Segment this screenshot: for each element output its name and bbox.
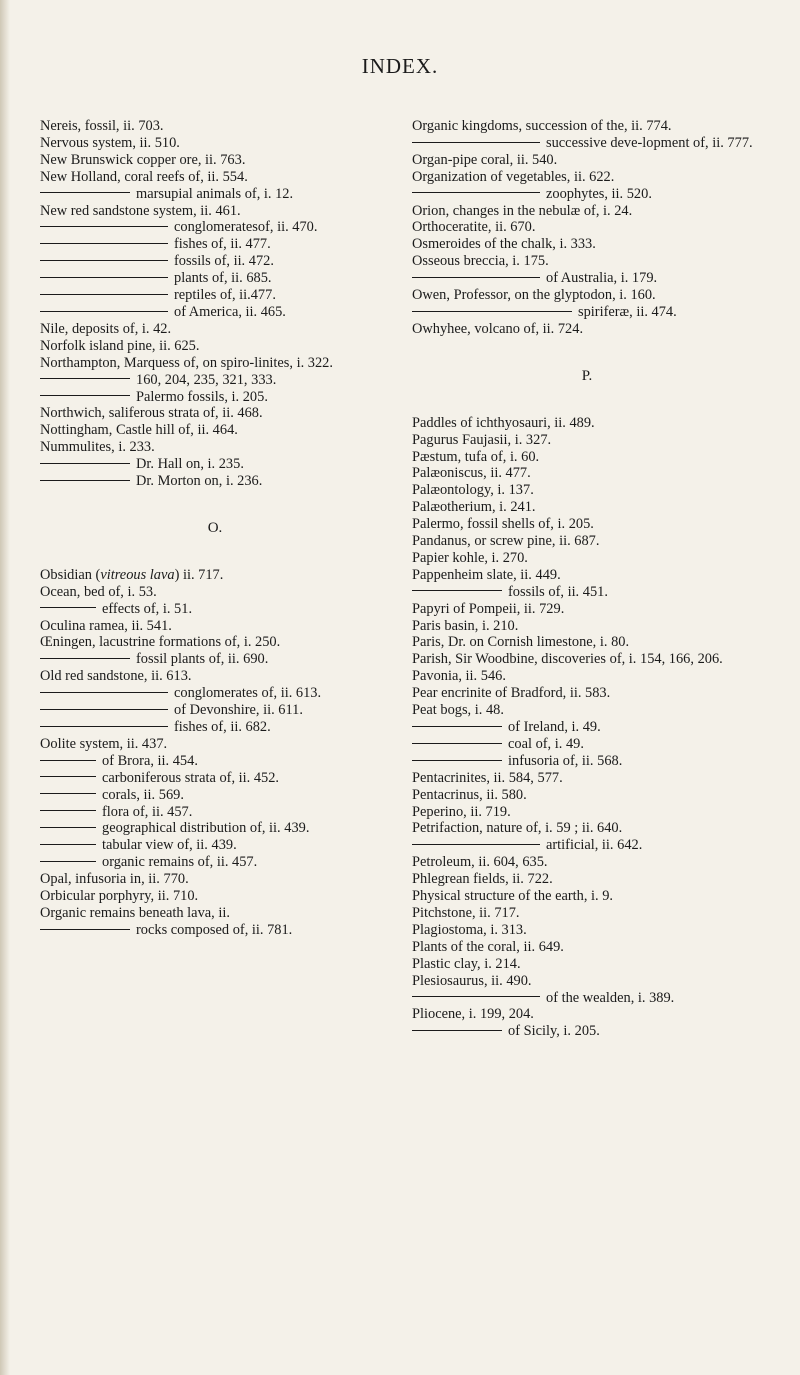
ditto-rule — [40, 658, 130, 659]
index-entry-text: Norfolk island pine, ii. 625. — [40, 337, 200, 354]
index-entry-text: Palæontology, i. 137. — [412, 482, 534, 499]
index-entry-text: Oculina ramea, ii. 541. — [40, 617, 172, 634]
index-entry-text: Nereis, fossil, ii. 703. — [40, 118, 164, 134]
index-entry — [412, 601, 762, 618]
index-list-o-continued — [412, 118, 762, 338]
index-entry — [412, 270, 762, 287]
index-entry-text: of Brora, ii. 454. — [102, 752, 198, 769]
index-entry — [412, 804, 762, 821]
index-entry — [412, 956, 762, 973]
index-entry — [412, 787, 762, 804]
index-entry-text: Pagurus Faujasii, i. 327. — [412, 431, 552, 448]
index-entry — [40, 135, 390, 152]
ditto-rule — [412, 760, 502, 761]
ditto-rule — [40, 311, 168, 312]
index-entry — [412, 702, 762, 719]
index-entry — [412, 550, 762, 567]
index-entry-text: New Brunswick copper ore, ii. 763. — [40, 151, 246, 168]
index-entry — [412, 482, 762, 499]
ditto-rule — [40, 226, 168, 227]
index-entry-text: Nile, deposits of, i. 42. — [40, 320, 172, 337]
index-entry — [412, 770, 762, 787]
index-entry-text: effects of, i. 51. — [102, 600, 193, 617]
index-entry-text: of the wealden, i. 389. — [546, 989, 675, 1006]
index-list-o — [40, 567, 390, 939]
index-entry-text: of Devonshire, ii. 611. — [174, 702, 303, 719]
ditto-rule — [412, 277, 540, 278]
ditto-rule — [40, 793, 96, 794]
index-entry — [412, 287, 762, 304]
index-entry — [412, 719, 762, 736]
index-entry-text: artificial, ii. 642. — [546, 837, 643, 854]
index-entry-text: infusoria of, ii. 568. — [508, 752, 623, 769]
ditto-rule — [40, 395, 130, 396]
index-entry-text: Paris basin, i. 210. — [412, 617, 519, 634]
index-entry — [412, 973, 762, 990]
index-entry — [40, 236, 390, 253]
index-entry — [40, 203, 390, 220]
section-letter-p: P. — [581, 367, 593, 384]
ditto-rule — [40, 294, 168, 295]
index-list-n — [40, 118, 390, 490]
index-entry — [412, 321, 762, 338]
index-entry-text: Organization of vegetables, ii. 622. — [412, 168, 615, 185]
index-entry-text: Pear encrinite of Bradford, ii. 583. — [412, 685, 611, 702]
index-entry — [412, 888, 762, 905]
index-entry-text: Physical structure of the earth, i. 9. — [412, 888, 614, 905]
index-entry-text: rocks composed of, ii. 781. — [136, 921, 293, 938]
index-entry — [412, 736, 762, 753]
index-entry — [412, 854, 762, 871]
index-entry-text: fossil plants of, ii. 690. — [136, 651, 269, 668]
index-entry — [412, 939, 762, 956]
index-entry-text: Petrifaction, nature of, i. 59 ; ii. 640. — [412, 820, 623, 837]
index-entry — [40, 719, 390, 736]
ditto-rule — [40, 709, 168, 710]
index-entry — [40, 439, 390, 456]
index-entry-text: Paddles of ichthyosauri, ii. 489. — [412, 414, 595, 431]
index-entry-text: Osseous breccia, i. 175. — [412, 253, 549, 270]
index-entry — [40, 338, 390, 355]
index-entry — [412, 415, 762, 432]
index-entry-text: coal of, i. 49. — [508, 735, 584, 752]
ditto-rule — [40, 844, 96, 845]
index-entry — [40, 618, 390, 635]
index-entry-text: Dr. Hall on, i. 235. — [136, 456, 244, 473]
index-entry — [40, 837, 390, 854]
index-entry — [40, 473, 390, 490]
ditto-rule — [40, 861, 96, 862]
index-entry — [40, 169, 390, 186]
index-entry-text: Plesiosaurus, ii. 490. — [412, 972, 532, 989]
index-entry — [40, 787, 390, 804]
index-entry — [40, 152, 390, 169]
index-entry — [412, 567, 762, 584]
index-entry-text: Nummulites, i. 233. — [40, 439, 155, 456]
index-entry — [412, 668, 762, 685]
index-entry — [412, 449, 762, 466]
index-entry-text: geographical distribution of, ii. 439. — [102, 820, 310, 837]
index-entry — [40, 321, 390, 338]
ditto-rule — [40, 277, 168, 278]
index-entry-text: of Australia, i. 179. — [546, 270, 658, 287]
ditto-rule — [412, 192, 540, 193]
index-entry — [412, 135, 762, 152]
index-entry — [412, 1006, 762, 1023]
index-entry-text: Organic kingdoms, succession of the, ii. 774. — [412, 118, 672, 134]
index-entry — [40, 804, 390, 821]
ditto-rule — [40, 378, 130, 379]
index-entry-text: Orion, changes in the nebulæ of, i. 24. — [412, 202, 633, 219]
index-entry — [40, 405, 390, 422]
ditto-rule — [40, 760, 96, 761]
index-entry-text: Dr. Morton on, i. 236. — [136, 473, 263, 490]
ditto-rule — [412, 743, 502, 744]
index-entry — [412, 922, 762, 939]
index-entry-text: Ocean, bed of, i. 53. — [40, 583, 157, 600]
ditto-rule — [40, 929, 130, 930]
index-entry — [40, 922, 390, 939]
ditto-rule — [40, 726, 168, 727]
index-entry — [40, 736, 390, 753]
index-entry-text: Organic remains beneath lava, ii. — [40, 904, 230, 921]
index-entry — [40, 753, 390, 770]
ditto-rule — [40, 192, 130, 193]
index-entry-text: Pentacrinites, ii. 584, 577. — [412, 769, 563, 786]
index-entry — [412, 186, 762, 203]
index-entry-text: Peat bogs, i. 48. — [412, 702, 504, 719]
index-entry — [40, 253, 390, 270]
index-entry — [40, 186, 390, 203]
index-entry-text: Pappenheim slate, ii. 449. — [412, 566, 561, 583]
index-entry-text: spiriferæ, ii. 474. — [578, 303, 677, 320]
index-entry-text: Northwich, saliferous strata of, ii. 468. — [40, 405, 263, 422]
index-entry-text: Palæoniscus, ii. 477. — [412, 465, 531, 482]
index-entry-text: Osmeroides of the chalk, i. 333. — [412, 236, 596, 253]
index-entry-text: Northampton, Marquess of, on spiro-linites, i. 322. — [40, 354, 333, 371]
ditto-rule — [412, 590, 502, 591]
page-title: INDEX. — [361, 54, 439, 78]
index-entry — [40, 118, 390, 135]
index-entry — [412, 203, 762, 220]
section-letter-o: O. — [207, 519, 223, 536]
index-entry — [412, 219, 762, 236]
index-entry-text: Oolite system, ii. 437. — [40, 735, 168, 752]
ditto-rule — [412, 1030, 502, 1031]
index-entry-text: Peperino, ii. 719. — [412, 803, 511, 820]
index-entry-text: organic remains of, ii. 457. — [102, 854, 258, 871]
ditto-rule — [40, 692, 168, 693]
index-entry-text: Opal, infusoria in, ii. 770. — [40, 871, 189, 888]
index-entry-text: flora of, ii. 457. — [102, 803, 193, 820]
ditto-rule — [40, 260, 168, 261]
index-entry-text: Pæstum, tufa of, i. 60. — [412, 448, 540, 465]
index-entry — [412, 651, 762, 668]
index-entry — [40, 685, 390, 702]
index-entry — [40, 287, 390, 304]
index-entry — [412, 618, 762, 635]
index-entry — [412, 304, 762, 321]
index-entry — [412, 905, 762, 922]
index-entry-text: Pitchstone, ii. 717. — [412, 904, 520, 921]
index-entry — [40, 567, 390, 584]
index-entry-text: Owen, Professor, on the glyptodon, i. 160. — [412, 287, 656, 304]
index-entry — [40, 355, 390, 372]
index-entry-text: Petroleum, ii. 604, 635. — [412, 854, 548, 871]
index-entry-text: Owhyhee, volcano of, ii. 724. — [412, 320, 584, 337]
index-entry-text: Pentacrinus, ii. 580. — [412, 786, 527, 803]
index-entry-text: Orthoceratite, ii. 670. — [412, 219, 536, 236]
index-entry — [412, 169, 762, 186]
index-entry-text: Pliocene, i. 199, 204. — [412, 1006, 534, 1023]
index-entry — [412, 152, 762, 169]
index-entry-text: marsupial animals of, i. 12. — [136, 185, 294, 202]
index-entry-text: Phlegrean fields, ii. 722. — [412, 871, 553, 888]
right-column — [412, 118, 762, 1040]
index-entry-text: Plagiostoma, i. 313. — [412, 921, 527, 938]
index-entry — [412, 584, 762, 601]
index-entry — [412, 820, 762, 837]
ditto-rule — [412, 726, 502, 727]
index-entry — [40, 820, 390, 837]
ditto-rule — [40, 776, 96, 777]
index-entry-text: Palermo fossils, i. 205. — [136, 388, 268, 405]
index-entry — [412, 465, 762, 482]
index-entry-text: Pandanus, or screw pine, ii. 687. — [412, 533, 600, 550]
index-entry — [40, 601, 390, 618]
index-entry — [412, 432, 762, 449]
index-entry-text: Papier kohle, i. 270. — [412, 549, 528, 566]
index-entry-text: Pavonia, ii. 546. — [412, 668, 506, 685]
index-entry-text: Parish, Sir Woodbine, discoveries of, i. 154, 166, 206. — [412, 651, 723, 668]
index-entry — [40, 389, 390, 406]
index-entry-text: Œningen, lacustrine formations of, i. 250. — [40, 634, 281, 651]
index-entry — [40, 905, 390, 922]
index-entry-text: Plastic clay, i. 214. — [412, 955, 521, 972]
index-entry — [412, 516, 762, 533]
index-list-p — [412, 415, 762, 1041]
ditto-rule — [40, 243, 168, 244]
index-entry-text: fishes of, ii. 477. — [174, 236, 271, 253]
index-entry-text: tabular view of, ii. 439. — [102, 837, 237, 854]
ditto-rule — [412, 311, 572, 312]
index-entry-text: Papyri of Pompeii, ii. 729. — [412, 600, 565, 617]
index-entry — [40, 888, 390, 905]
ditto-rule — [412, 142, 540, 143]
index-entry — [412, 118, 762, 135]
index-entry-text: conglomeratesof, ii. 470. — [174, 219, 318, 236]
index-entry — [40, 668, 390, 685]
index-entry-text: Nottingham, Castle hill of, ii. 464. — [40, 422, 238, 439]
index-entry-text: reptiles of, ii.477. — [174, 287, 276, 304]
index-entry-text: Palermo, fossil shells of, i. 205. — [412, 516, 594, 533]
index-entry-text: conglomerates of, ii. 613. — [174, 685, 322, 702]
index-entry-text: 160, 204, 235, 321, 333. — [136, 371, 277, 388]
index-entry — [40, 871, 390, 888]
index-entry-text: Orbicular porphyry, ii. 710. — [40, 888, 199, 905]
index-entry — [40, 584, 390, 601]
index-entry-text: fossils of, ii. 472. — [174, 253, 274, 270]
index-entry — [412, 634, 762, 651]
index-entry-text: Paris, Dr. on Cornish limestone, i. 80. — [412, 634, 630, 651]
ditto-rule — [40, 607, 96, 608]
index-entry — [40, 854, 390, 871]
index-entry-text: New red sandstone system, ii. 461. — [40, 202, 241, 219]
ditto-rule — [40, 827, 96, 828]
index-entry — [40, 770, 390, 787]
index-entry — [412, 837, 762, 854]
index-entry-text: fossils of, ii. 451. — [508, 583, 608, 600]
index-entry-text: Obsidian (vitreous lava) ii. 717. — [40, 566, 224, 583]
index-entry — [412, 753, 762, 770]
ditto-rule — [40, 810, 96, 811]
index-entry-text: Plants of the coral, ii. 649. — [412, 938, 564, 955]
index-entry-text: Palæotherium, i. 241. — [412, 499, 536, 516]
index-entry — [40, 372, 390, 389]
index-entry-text: plants of, ii. 685. — [174, 270, 272, 287]
index-entry — [412, 871, 762, 888]
left-column — [40, 118, 390, 939]
page-gutter-shadow — [0, 0, 10, 1375]
index-entry — [40, 270, 390, 287]
index-entry-text: corals, ii. 569. — [102, 786, 184, 803]
index-entry-text: successive deve-lopment of, ii. 777. — [546, 134, 753, 151]
index-entry — [412, 236, 762, 253]
index-entry-text: Nervous system, ii. 510. — [40, 134, 180, 151]
ditto-rule — [412, 996, 540, 997]
index-entry — [40, 304, 390, 321]
index-entry-text: of Sicily, i. 205. — [508, 1023, 600, 1040]
index-entry — [412, 1023, 762, 1040]
index-entry — [412, 499, 762, 516]
ditto-rule — [40, 463, 130, 464]
ditto-rule — [412, 844, 540, 845]
index-entry-text: Old red sandstone, ii. 613. — [40, 668, 192, 685]
index-entry-text: zoophytes, ii. 520. — [546, 185, 652, 202]
index-entry — [40, 702, 390, 719]
index-entry — [40, 634, 390, 651]
index-entry — [412, 990, 762, 1007]
index-entry — [412, 253, 762, 270]
index-entry-text: of Ireland, i. 49. — [508, 719, 601, 735]
index-entry — [40, 422, 390, 439]
index-entry — [412, 533, 762, 550]
index-entry — [412, 685, 762, 702]
index-entry-text: fishes of, ii. 682. — [174, 719, 271, 735]
index-entry — [40, 219, 390, 236]
index-entry-text: carboniferous strata of, ii. 452. — [102, 769, 280, 786]
index-entry — [40, 651, 390, 668]
index-entry-text: New Holland, coral reefs of, ii. 554. — [40, 168, 248, 185]
index-entry-text: of America, ii. 465. — [174, 303, 286, 320]
ditto-rule — [40, 480, 130, 481]
index-entry — [40, 456, 390, 473]
index-entry-text: Organ-pipe coral, ii. 540. — [412, 151, 558, 168]
